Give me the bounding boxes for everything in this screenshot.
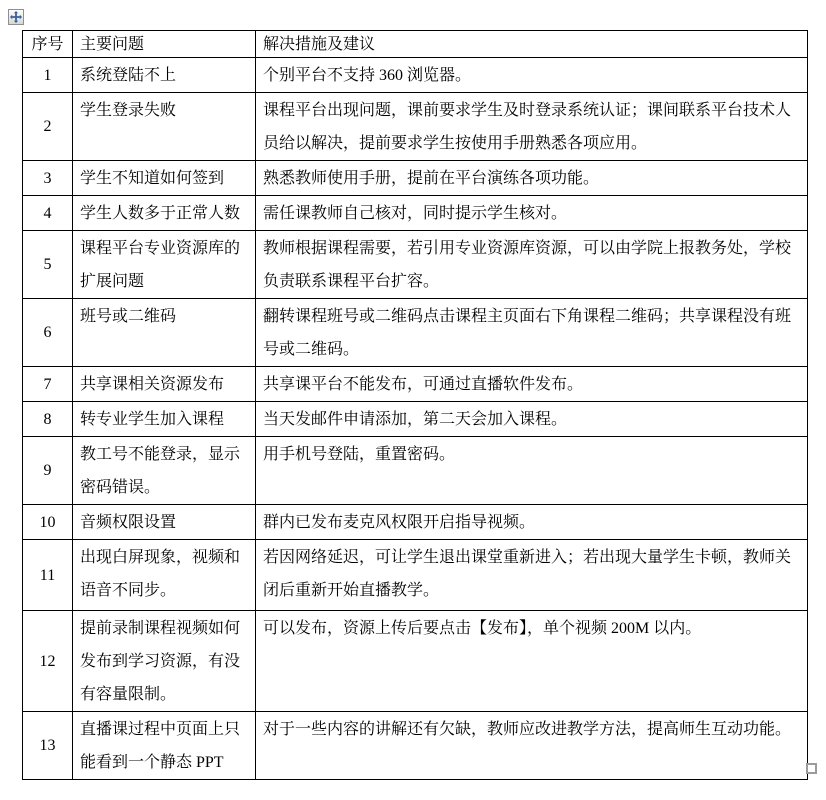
table-move-handle[interactable] <box>8 9 24 25</box>
cell-solution[interactable]: 可以发布，资源上传后要点击【发布】，单个视频 200M 以内。 <box>256 611 808 712</box>
cell-problem[interactable]: 班号或二维码 <box>73 299 256 367</box>
table-header-row <box>23 31 808 58</box>
cell-no[interactable]: 7 <box>23 367 73 402</box>
cell-no[interactable]: 3 <box>23 161 73 196</box>
cell-problem[interactable]: 直播课过程中页面上只能看到一个静态 PPT <box>73 712 256 780</box>
header-cell-problem[interactable]: 主要问题 <box>73 31 256 58</box>
cell-no[interactable]: 4 <box>23 196 73 231</box>
cell-solution[interactable]: 用手机号登陆，重置密码。 <box>256 437 808 505</box>
cell-solution[interactable]: 需任课教师自己核对，同时提示学生核对。 <box>256 196 808 231</box>
table-row <box>23 196 808 231</box>
move-cross-icon <box>10 11 22 23</box>
table-row <box>23 231 808 299</box>
cell-problem[interactable]: 课程平台专业资源库的扩展问题 <box>73 231 256 299</box>
cell-problem[interactable]: 教工号不能登录，显示密码错误。 <box>73 437 256 505</box>
cell-solution[interactable]: 个别平台不支持 360 浏览器。 <box>256 58 808 93</box>
table-row <box>23 437 808 505</box>
cell-no[interactable]: 11 <box>23 540 73 611</box>
cell-no[interactable]: 9 <box>23 437 73 505</box>
cell-solution[interactable]: 若因网络延迟，可让学生退出课堂重新进入；若出现大量学生卡顿，教师关闭后重新开始直播教学。 <box>256 540 808 611</box>
table-row <box>23 161 808 196</box>
cell-solution[interactable]: 共享课平台不能发布，可通过直播软件发布。 <box>256 367 808 402</box>
table-row <box>23 58 808 93</box>
cell-problem[interactable]: 提前录制课程视频如何发布到学习资源，有没有容量限制。 <box>73 611 256 712</box>
cell-solution[interactable]: 熟悉教师使用手册，提前在平台演练各项功能。 <box>256 161 808 196</box>
cell-problem[interactable]: 出现白屏现象，视频和语音不同步。 <box>73 540 256 611</box>
cell-problem[interactable]: 系统登陆不上 <box>73 58 256 93</box>
table-row <box>23 505 808 540</box>
cell-problem[interactable]: 学生登录失败 <box>73 93 256 161</box>
table-row <box>23 402 808 437</box>
cell-solution[interactable]: 当天发邮件申请添加，第二天会加入课程。 <box>256 402 808 437</box>
cell-solution[interactable]: 教师根据课程需要，若引用专业资源库资源，可以由学院上报教务处，学校负责联系课程平台扩容。 <box>256 231 808 299</box>
cell-no[interactable]: 6 <box>23 299 73 367</box>
cell-no[interactable]: 1 <box>23 58 73 93</box>
cell-no[interactable]: 12 <box>23 611 73 712</box>
cell-solution[interactable]: 对于一些内容的讲解还有欠缺，教师应改进教学方法，提高师生互动功能。 <box>256 712 808 780</box>
cell-solution[interactable]: 翻转课程班号或二维码点击课程主页面右下角课程二维码；共享课程没有班号或二维码。 <box>256 299 808 367</box>
cell-solution[interactable]: 课程平台出现问题，课前要求学生及时登录系统认证；课间联系平台技术人员给以解决，提前要求学生按使用手册熟悉各项应用。 <box>256 93 808 161</box>
issues-table <box>22 30 808 780</box>
cell-problem[interactable]: 共享课相关资源发布 <box>73 367 256 402</box>
cell-problem[interactable]: 音频权限设置 <box>73 505 256 540</box>
cell-problem[interactable]: 转专业学生加入课程 <box>73 402 256 437</box>
table-row <box>23 712 808 780</box>
header-cell-no[interactable]: 序号 <box>23 31 73 58</box>
cell-no[interactable]: 13 <box>23 712 73 780</box>
table-row <box>23 299 808 367</box>
cell-solution[interactable]: 群内已发布麦克风权限开启指导视频。 <box>256 505 808 540</box>
cell-no[interactable]: 5 <box>23 231 73 299</box>
cell-no[interactable]: 2 <box>23 93 73 161</box>
table-row <box>23 611 808 712</box>
header-cell-solution[interactable]: 解决措施及建议 <box>256 31 808 58</box>
table-row <box>23 367 808 402</box>
table-resize-handle[interactable] <box>806 763 817 774</box>
cell-problem[interactable]: 学生不知道如何签到 <box>73 161 256 196</box>
cell-no[interactable]: 8 <box>23 402 73 437</box>
table-row <box>23 93 808 161</box>
cell-problem[interactable]: 学生人数多于正常人数 <box>73 196 256 231</box>
table-row <box>23 540 808 611</box>
cell-no[interactable]: 10 <box>23 505 73 540</box>
